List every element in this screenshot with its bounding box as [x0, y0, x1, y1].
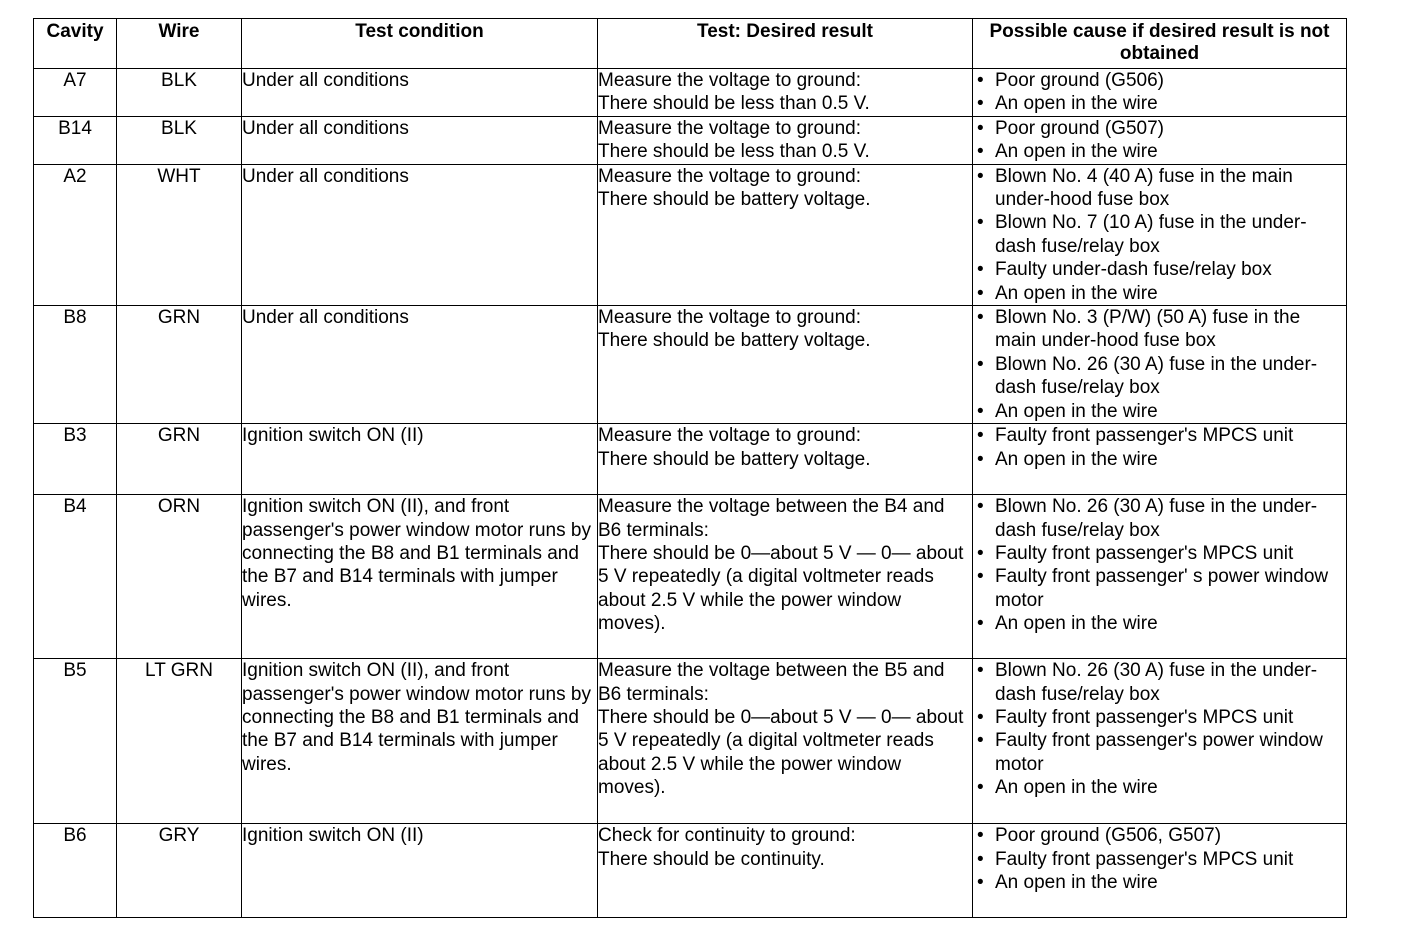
table-row — [34, 424, 1347, 495]
wire-cell: ORN — [117, 495, 242, 659]
cause-item: • Faulty front passenger's MPCS unit — [973, 424, 1346, 447]
cause-item: • Poor ground (G506) — [973, 69, 1346, 92]
table-row — [34, 306, 1347, 424]
cause-item: • Faulty front passenger's power window motor — [973, 729, 1346, 776]
cause-item: • Blown No. 7 (10 A) fuse in the under-dash fuse/relay box — [973, 211, 1346, 258]
cause-item: • Faulty front passenger's MPCS unit — [973, 848, 1346, 871]
cause-list — [973, 117, 1346, 164]
result-cell: Measure the voltage to ground: There should be less than 0.5 V. — [598, 69, 973, 117]
cause-item: • An open in the wire — [973, 448, 1346, 471]
cause-cell — [973, 495, 1347, 659]
result-cell: Measure the voltage between the B5 and B6 terminals: There should be 0—about 5 V — 0— about 5 V repeatedly (a digital voltmeter reads about 2.5 V while the power window moves). — [598, 659, 973, 824]
condition-cell: Ignition switch ON (II) — [242, 424, 598, 495]
cause-item: • An open in the wire — [973, 92, 1346, 115]
cause-item: • An open in the wire — [973, 871, 1346, 894]
header-row — [34, 19, 1347, 69]
cause-list — [973, 69, 1346, 116]
cause-cell — [973, 306, 1347, 424]
wire-cell: GRY — [117, 824, 242, 918]
cause-cell — [973, 164, 1347, 305]
table-row — [34, 69, 1347, 117]
cause-item: • Faulty under-dash fuse/relay box — [973, 258, 1346, 281]
condition-cell: Under all conditions — [242, 69, 598, 117]
condition-cell: Under all conditions — [242, 116, 598, 164]
table-row — [34, 659, 1347, 824]
table-row — [34, 824, 1347, 918]
table-body — [34, 69, 1347, 918]
connector-test-table — [33, 18, 1347, 918]
cause-cell — [973, 116, 1347, 164]
header-test-condition: Test condition — [242, 19, 598, 69]
table-row — [34, 495, 1347, 659]
condition-cell: Under all conditions — [242, 164, 598, 305]
cause-cell — [973, 824, 1347, 918]
cause-item: • Faulty front passenger' s power window motor — [973, 565, 1346, 612]
cause-item: • Faulty front passenger's MPCS unit — [973, 542, 1346, 565]
result-cell: Measure the voltage between the B4 and B6 terminals: There should be 0—about 5 V — 0— about 5 V repeatedly (a digital voltmeter reads about 2.5 V while the power window moves). — [598, 495, 973, 659]
header-wire: Wire — [117, 19, 242, 69]
cause-item: • An open in the wire — [973, 282, 1346, 305]
wire-cell: BLK — [117, 69, 242, 117]
cause-item: • Poor ground (G506, G507) — [973, 824, 1346, 847]
wire-cell: LT GRN — [117, 659, 242, 824]
cause-item: • Poor ground (G507) — [973, 117, 1346, 140]
cavity-cell: B14 — [34, 116, 117, 164]
cause-item: • An open in the wire — [973, 612, 1346, 635]
table-row — [34, 164, 1347, 305]
cavity-cell: B6 — [34, 824, 117, 918]
condition-cell: Ignition switch ON (II), and front passenger's power window motor runs by connecting the B8 and B1 terminals and the B7 and B14 terminals with jumper wires. — [242, 659, 598, 824]
table-row — [34, 116, 1347, 164]
cause-list — [973, 424, 1346, 471]
cause-list — [973, 165, 1346, 305]
condition-cell: Under all conditions — [242, 306, 598, 424]
cause-item: • Blown No. 3 (P/W) (50 A) fuse in the main under-hood fuse box — [973, 306, 1346, 353]
cavity-cell: A7 — [34, 69, 117, 117]
cavity-cell: A2 — [34, 164, 117, 305]
cause-item: • An open in the wire — [973, 400, 1346, 423]
result-cell: Measure the voltage to ground: There should be less than 0.5 V. — [598, 116, 973, 164]
header-desired-result: Test: Desired result — [598, 19, 973, 69]
wire-cell: BLK — [117, 116, 242, 164]
cavity-cell: B3 — [34, 424, 117, 495]
cause-item: • Blown No. 26 (30 A) fuse in the under-dash fuse/relay box — [973, 495, 1346, 542]
cause-item: • Faulty front passenger's MPCS unit — [973, 706, 1346, 729]
cause-list — [973, 659, 1346, 799]
cause-item: • Blown No. 26 (30 A) fuse in the under-dash fuse/relay box — [973, 659, 1346, 706]
cause-list — [973, 306, 1346, 423]
cavity-cell: B8 — [34, 306, 117, 424]
result-cell: Measure the voltage to ground: There should be battery voltage. — [598, 424, 973, 495]
result-cell: Measure the voltage to ground: There should be battery voltage. — [598, 164, 973, 305]
cavity-cell: B5 — [34, 659, 117, 824]
cause-item: • Blown No. 4 (40 A) fuse in the main under-hood fuse box — [973, 165, 1346, 212]
wire-cell: WHT — [117, 164, 242, 305]
cause-cell — [973, 69, 1347, 117]
cause-list — [973, 824, 1346, 894]
cause-item: • An open in the wire — [973, 140, 1346, 163]
cause-item: • Blown No. 26 (30 A) fuse in the under-dash fuse/relay box — [973, 353, 1346, 400]
cause-list — [973, 495, 1346, 635]
header-cavity: Cavity — [34, 19, 117, 69]
cavity-cell: B4 — [34, 495, 117, 659]
wire-cell: GRN — [117, 306, 242, 424]
cause-cell — [973, 424, 1347, 495]
result-cell: Measure the voltage to ground: There should be battery voltage. — [598, 306, 973, 424]
cause-cell — [973, 659, 1347, 824]
header-possible-cause: Possible cause if desired result is not obtained — [973, 19, 1347, 69]
wire-cell: GRN — [117, 424, 242, 495]
condition-cell: Ignition switch ON (II), and front passenger's power window motor runs by connecting the B8 and B1 terminals and the B7 and B14 terminals with jumper wires. — [242, 495, 598, 659]
condition-cell: Ignition switch ON (II) — [242, 824, 598, 918]
result-cell: Check for continuity to ground: There should be continuity. — [598, 824, 973, 918]
cause-item: • An open in the wire — [973, 776, 1346, 799]
